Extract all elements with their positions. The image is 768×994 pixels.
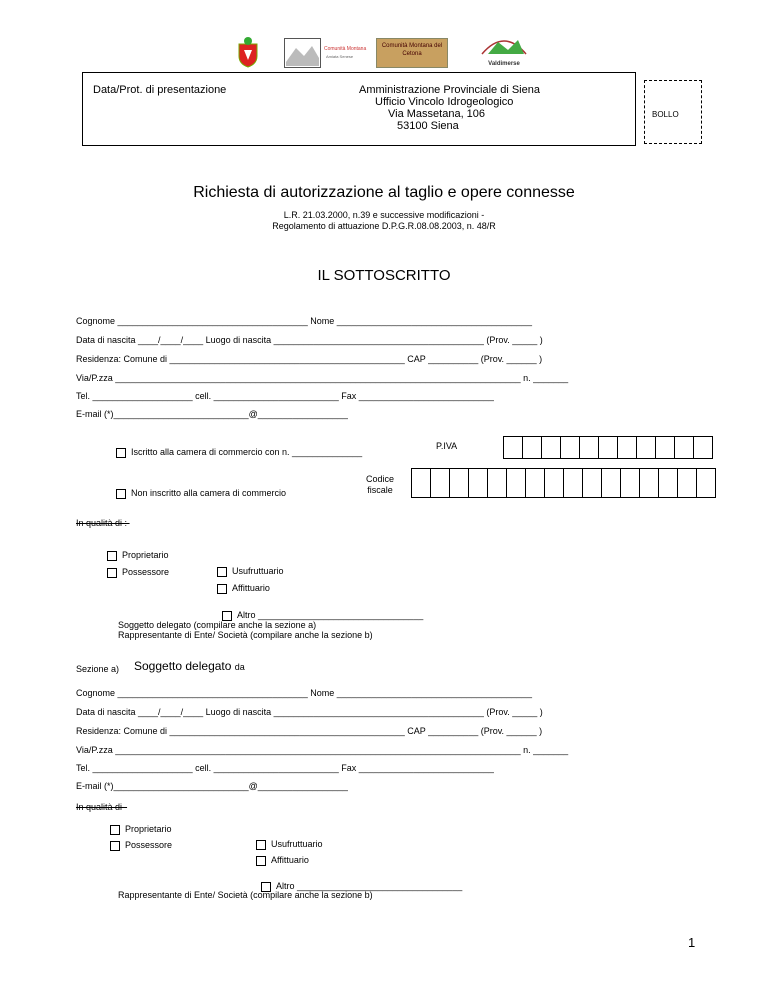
delegato-note: Soggetto delegato (compilare anche la sezione a) [118, 620, 317, 630]
tel-field[interactable]: Tel. ____________________ cell. _________________________ Fax ___________________________ [76, 391, 494, 401]
nascita-field[interactable]: Data di nascita ____/____/____ Luogo di nascita __________________________________________ (Prov. _____ ) [76, 335, 543, 345]
sezione-a-label: Sezione a) [76, 664, 120, 674]
rappresentante-note-2: Rappresentante di Ente/ Società (compilare anche la sezione b) [118, 890, 373, 900]
email-field-2[interactable]: E-mail (*)___________________________@__________________ [76, 781, 348, 791]
piva-label: P.IVA [436, 441, 458, 451]
proprietario-option[interactable]: Proprietario [107, 550, 169, 561]
subtitle-line: L.R. 21.03.2000, n.39 e successive modificazioni - [283, 210, 485, 220]
address-line: Amministrazione Provinciale di Siena [359, 84, 540, 96]
codice-fiscale-label: Codice fiscale [366, 474, 395, 495]
affittuario-option-2[interactable]: Affittuario [256, 855, 309, 866]
altro-option[interactable]: Altro _________________________________ [217, 600, 423, 621]
usufruttuario-option-2[interactable]: Usufruttuario [256, 839, 323, 850]
affittuario-option[interactable]: Affittuario [217, 583, 270, 594]
address-line: Via Massetana, 106 [388, 108, 486, 120]
address-line: Ufficio Vincolo Idrogeologico [375, 96, 514, 108]
bollo-label: BOLLO [652, 110, 679, 119]
checkbox-icon[interactable] [107, 551, 117, 561]
checkbox-icon[interactable] [217, 584, 227, 594]
svg-text:Comunità Montana: Comunità Montana [324, 46, 367, 52]
altro-option-2[interactable]: Altro _________________________________ [256, 871, 462, 892]
svg-text:Amiata Senese: Amiata Senese [326, 54, 354, 59]
piva-grid[interactable] [503, 436, 713, 459]
cognome-nome-field[interactable]: Cognome ______________________________________ Nome _______________________________________ [76, 316, 532, 326]
rappresentante-note: Rappresentante di Ente/ Società (compilare anche la sezione b) [118, 630, 373, 640]
section-heading: IL SOTTOSCRITTO [317, 267, 451, 284]
checkbox-icon[interactable] [116, 448, 126, 458]
subtitle-line: Regolamento di attuazione D.P.G.R.08.08.2003, n. 48/R [272, 221, 496, 231]
checkbox-icon[interactable] [107, 568, 117, 578]
checkbox-icon[interactable] [256, 856, 266, 866]
cognome-nome-field-2[interactable]: Cognome ______________________________________ Nome _______________________________________ [76, 688, 532, 698]
email-field[interactable]: E-mail (*)___________________________@__________________ [76, 409, 348, 419]
logo-valdimerse: Valdimerse [478, 32, 530, 68]
possessore-option[interactable]: Possessore [107, 567, 169, 578]
usufruttuario-option[interactable]: Usufruttuario [217, 566, 284, 577]
address-line: 53100 Siena [397, 120, 459, 132]
logo-mountains [284, 38, 368, 68]
checkbox-icon[interactable] [256, 840, 266, 850]
logo-toscana [236, 36, 260, 68]
residenza-field[interactable]: Residenza: Comune di _______________________________________________ CAP __________ (Prov. ______ ) [76, 354, 543, 364]
residenza-field-2[interactable]: Residenza: Comune di _______________________________________________ CAP __________ (Prov. ______ ) [76, 726, 543, 736]
qualita-label: In qualità di : [76, 518, 130, 528]
via-field[interactable]: Via/P.zza _________________________________________________________________________________ n. _______ [76, 373, 569, 383]
checkbox-icon[interactable] [116, 489, 126, 499]
page-title: Richiesta di autorizzazione al taglio e opere connesse [193, 184, 575, 201]
iscritto-option[interactable]: Iscritto alla camera di commercio con n. ______________ [116, 447, 362, 458]
via-field-2[interactable]: Via/P.zza _________________________________________________________________________________ n. _______ [76, 745, 569, 755]
checkbox-icon[interactable] [110, 825, 120, 835]
page-number: 1 [688, 935, 696, 950]
qualita-label-2: In qualità di [76, 802, 128, 812]
subtitle [0, 210, 768, 232]
nascita-field-2[interactable]: Data di nascita ____/____/____ Luogo di nascita __________________________________________ (Prov. _____ ) [76, 707, 543, 717]
presentation-label: Data/Prot. di presentazione [93, 84, 227, 96]
possessore-option-2[interactable]: Possessore [110, 840, 172, 851]
proprietario-option-2[interactable]: Proprietario [110, 824, 172, 835]
sezione-a-title: Soggetto delegato da [134, 659, 245, 673]
checkbox-icon[interactable] [217, 567, 227, 577]
checkbox-icon[interactable] [110, 841, 120, 851]
logo-cetona: Comunità Montana del Cetona [376, 38, 448, 68]
address-block [359, 84, 540, 132]
tel-field-2[interactable]: Tel. ____________________ cell. _________________________ Fax ___________________________ [76, 763, 494, 773]
codice-fiscale-grid[interactable] [411, 468, 716, 498]
non-iscritto-option[interactable]: Non inscritto alla camera di commercio [116, 488, 286, 499]
